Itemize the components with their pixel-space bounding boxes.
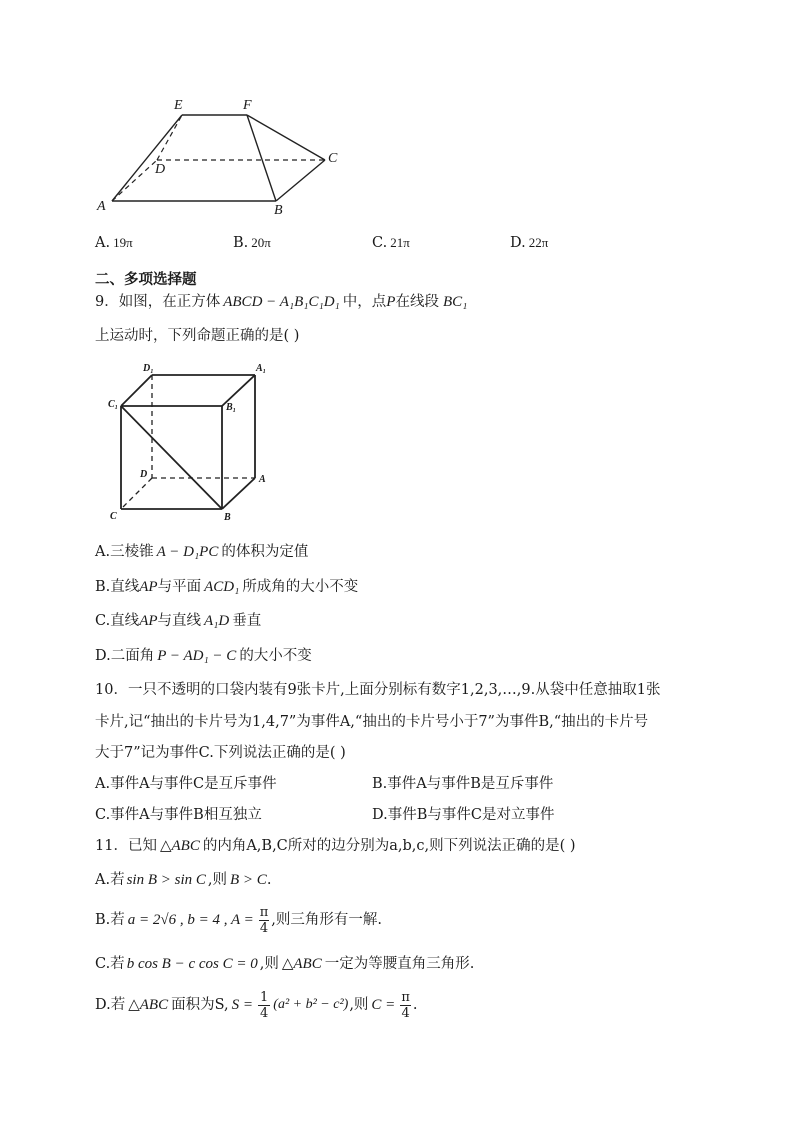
q11-option-a (95, 870, 271, 890)
option-math: C = (371, 997, 396, 1013)
vertex-label-e: E (174, 98, 183, 113)
option-text: 与直线 (157, 613, 202, 629)
option-text: D.二面角 (95, 648, 155, 664)
cube-label-c: C (110, 511, 117, 522)
q11-option-d (95, 984, 417, 1026)
vertex-label-c: C (328, 151, 338, 166)
q10-option-a: A.事件A与事件C是互斥事件 (95, 776, 277, 792)
q9-option-b (95, 577, 358, 597)
q11-option-b (95, 900, 382, 940)
fraction-one-over-4 (258, 990, 270, 1021)
option-math: AP (139, 579, 158, 595)
option-text: 所成角的大小不变 (242, 579, 359, 595)
q10-option-c: C.事件A与事件B相互独立 (95, 807, 262, 823)
fraction-numerator: 1 (260, 989, 269, 1005)
option-text: 的大小不变 (239, 648, 312, 664)
q9-math-cube: ABCD − A₁B₁C₁D₁ (223, 294, 340, 310)
option-text: D.若 (95, 997, 126, 1013)
q10-line-2: 卡片,记“抽出的卡片号为1,4,7”为事件A,“抽出的卡片号小于7”为事件B,“抽出的卡片号 (95, 714, 649, 730)
vertex-label-b: B (274, 203, 283, 218)
cube-label-d: D (140, 469, 148, 480)
section-title: 二、多项选择题 (95, 272, 197, 288)
option-text: B.直线 (95, 579, 140, 595)
option-math: b cos B − c cos C = 0 (126, 956, 258, 972)
option-text: ,则 (207, 872, 228, 888)
q11-option-c (95, 954, 474, 974)
cube-label-d1: D₁ (143, 363, 154, 374)
fraction-denominator: 4 (260, 1005, 269, 1021)
vertex-label-a: A (97, 199, 106, 214)
cube-label-a1: A₁ (256, 363, 267, 374)
option-text: 一定为等腰直角三角形. (324, 956, 475, 972)
option-math: a = 2√6 , b = 4 , A = (127, 912, 254, 928)
cube-label-b1: B₁ (226, 402, 237, 413)
option-math: △ABC (128, 997, 169, 1013)
fraction-pi-over-4 (400, 990, 411, 1021)
option-math: ACD₁ (204, 579, 240, 595)
option-letter: C. (372, 235, 388, 251)
option-letter: B. (233, 235, 249, 251)
option-text: 的体积为定值 (221, 544, 309, 560)
q9-text: 中，点 (342, 294, 387, 310)
q11-line-1 (95, 836, 576, 856)
vertex-label-f: F (243, 98, 252, 113)
option-text: A.三棱锥 (95, 544, 154, 560)
q11-math-triangle: △ABC (159, 838, 200, 854)
q9-math-segment: BC₁ (442, 294, 468, 310)
option-math: △ABC (281, 956, 322, 972)
q9-line-2: 上运动时，下列命题正确的是( ) (95, 328, 300, 344)
option-text: . (412, 997, 418, 1013)
option-letter: D. (510, 235, 526, 251)
option-math: A₁D (204, 613, 230, 629)
q10-option-b: B.事件A与事件B是互斥事件 (372, 776, 554, 792)
q9-option-a (95, 542, 308, 562)
option-value: 21π (390, 235, 410, 250)
fraction-denominator: 4 (401, 1005, 410, 1021)
option-text: ,则 (259, 956, 279, 972)
option-text: ,则三角形有一解. (271, 912, 383, 928)
fraction-numerator: π (259, 904, 269, 920)
option-text: B.若 (95, 912, 125, 928)
q9-math-p: P (386, 294, 396, 310)
option-math: B > C (230, 872, 267, 888)
cube-label-a: A (259, 474, 266, 485)
option-text: 与平面 (157, 579, 202, 595)
option-text: 面积为S, (171, 997, 229, 1013)
fraction-denominator: 4 (259, 920, 269, 936)
option-text: 垂直 (232, 613, 262, 629)
fraction-numerator: π (401, 989, 410, 1005)
option-value: 22π (528, 235, 549, 250)
option-value: 20π (251, 235, 271, 250)
fraction-pi-over-4 (259, 905, 270, 936)
option-math: P − AD₁ − C (157, 648, 237, 664)
option-math: S = (231, 997, 253, 1013)
q9-text: 在线段 (395, 294, 439, 310)
cube-label-b: B (224, 512, 231, 523)
q10-line-1: 10．一只不透明的口袋内装有9张卡片,上面分别标有数字1,2,3,…,9.从袋中任意抽取1张 (95, 682, 661, 698)
q11-text: 11．已知 (95, 838, 157, 854)
option-text: ,则 (349, 997, 369, 1013)
cube-diagram (0, 0, 794, 530)
option-value: 19π (113, 235, 133, 250)
option-text: C.直线 (95, 613, 140, 629)
q10-option-d: D.事件B与事件C是对立事件 (372, 807, 555, 823)
option-text: . (266, 872, 272, 888)
q9-option-d (95, 646, 312, 666)
q11-text: 的内角A,B,C所对的边分别为a,b,c,则下列说法正确的是( ) (202, 838, 576, 854)
option-text: A.若 (95, 872, 125, 888)
cube-label-c1: C₁ (108, 399, 119, 410)
option-text: C.若 (95, 956, 125, 972)
q9-text: 9．如图，在正方体 (95, 294, 221, 310)
option-math: A − D₁PC (156, 544, 219, 560)
q9-option-c (95, 611, 261, 631)
q10-line-3: 大于7”记为事件C.下列说法正确的是( ) (95, 745, 346, 761)
vertex-label-d: D (155, 162, 166, 177)
option-letter: A. (95, 235, 111, 251)
option-math: AP (139, 613, 158, 629)
option-math: (a² + b² − c²) (273, 997, 349, 1012)
option-math: sin B > sin C (126, 872, 206, 888)
